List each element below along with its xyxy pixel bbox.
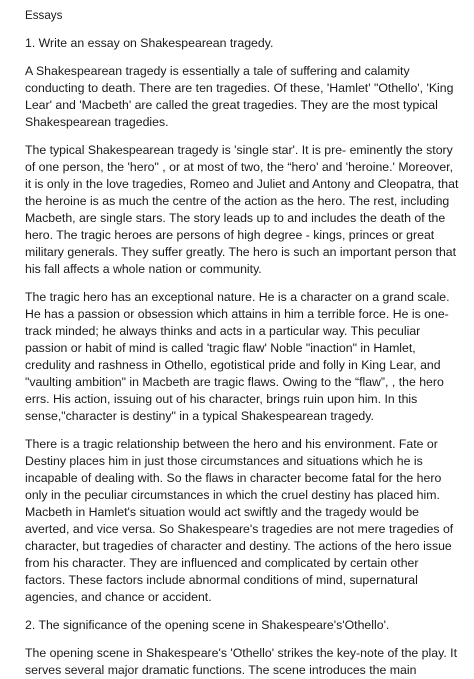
question-heading-2: 2. The significance of the opening scene in Shakespeare's'Othello'.	[25, 618, 390, 632]
essay-paragraph-5: The opening scene in Shakespeare's 'Othello' strikes the key-note of the play. It serves several major dramatic functions. The scene introduces the main	[25, 646, 457, 677]
essay-paragraph-4: There is a tragic relationship between the hero and his environment. Fate or Destiny places him in just those circumstances and situations which he is incapable of dealing with. So the flaws in character become fatal for the hero only in the peculiar circumstances in which the cruel destiny has placed him. Macbeth in Hamlet's situation would act swiftly and the tragedy would be averted, and vice versa. So Shakespeare's tragedies are not mere tragedies of character, but tragedies of character and destiny. The actions of the hero issue from his character. They are influenced and complicated by certain other factors. These factors include abnormal conditions of mind, supernatural agencies, and chance or accident.	[25, 437, 454, 604]
document-title: Essays	[25, 9, 63, 22]
essay-paragraph-3: The tragic hero has an exceptional nature. He is a character on a grand scale. He has a passion or obsession which attains in him a terrible force. He is one-track minded; he always thinks and acts in a particular way. This peculiar passion or habit of mind is called 'tragic flaw' Noble "inaction" in Hamlet, credulity and rashness in Othello, egotistical pride and folly in King Lear, and "vaulting ambition" in Macbeth are tragic flaws. Owing to the “flaw”, , the hero errs. His action, issuing out of his character, brings ruin upon him. In this sense,"character is destiny" in a typical Shakespearean tragedy.	[25, 290, 450, 423]
essay-paragraph-2: The typical Shakespearean tragedy is 'single star'. It is pre- eminently the story of one person, the 'hero" , or at most of two, the “hero' and 'heroine.' Moreover, it is only in the love tragedies, Romeo and Juliet and Antony and Cleopatra, that the heroine is as much the centre of the action as the hero. The rest, including Macbeth, are single stars. The story leads up to and includes the death of the hero. The tragic heroes are persons of high degree - kings, princes or great military generals. They suffer greatly. The hero is such an important person that his fall affects a whole nation or community.	[25, 143, 459, 276]
question-heading-1: 1. Write an essay on Shakespearean tragedy.	[25, 36, 274, 50]
essay-paragraph-1: A Shakespearean tragedy is essentially a tale of suffering and calamity conducting to death. There are ten tragedies. Of these, 'Hamlet' "Othello', 'King Lear' and 'Macbeth' are called the great tragedies. They are the most typical Shakespearean tragedies.	[25, 64, 454, 129]
